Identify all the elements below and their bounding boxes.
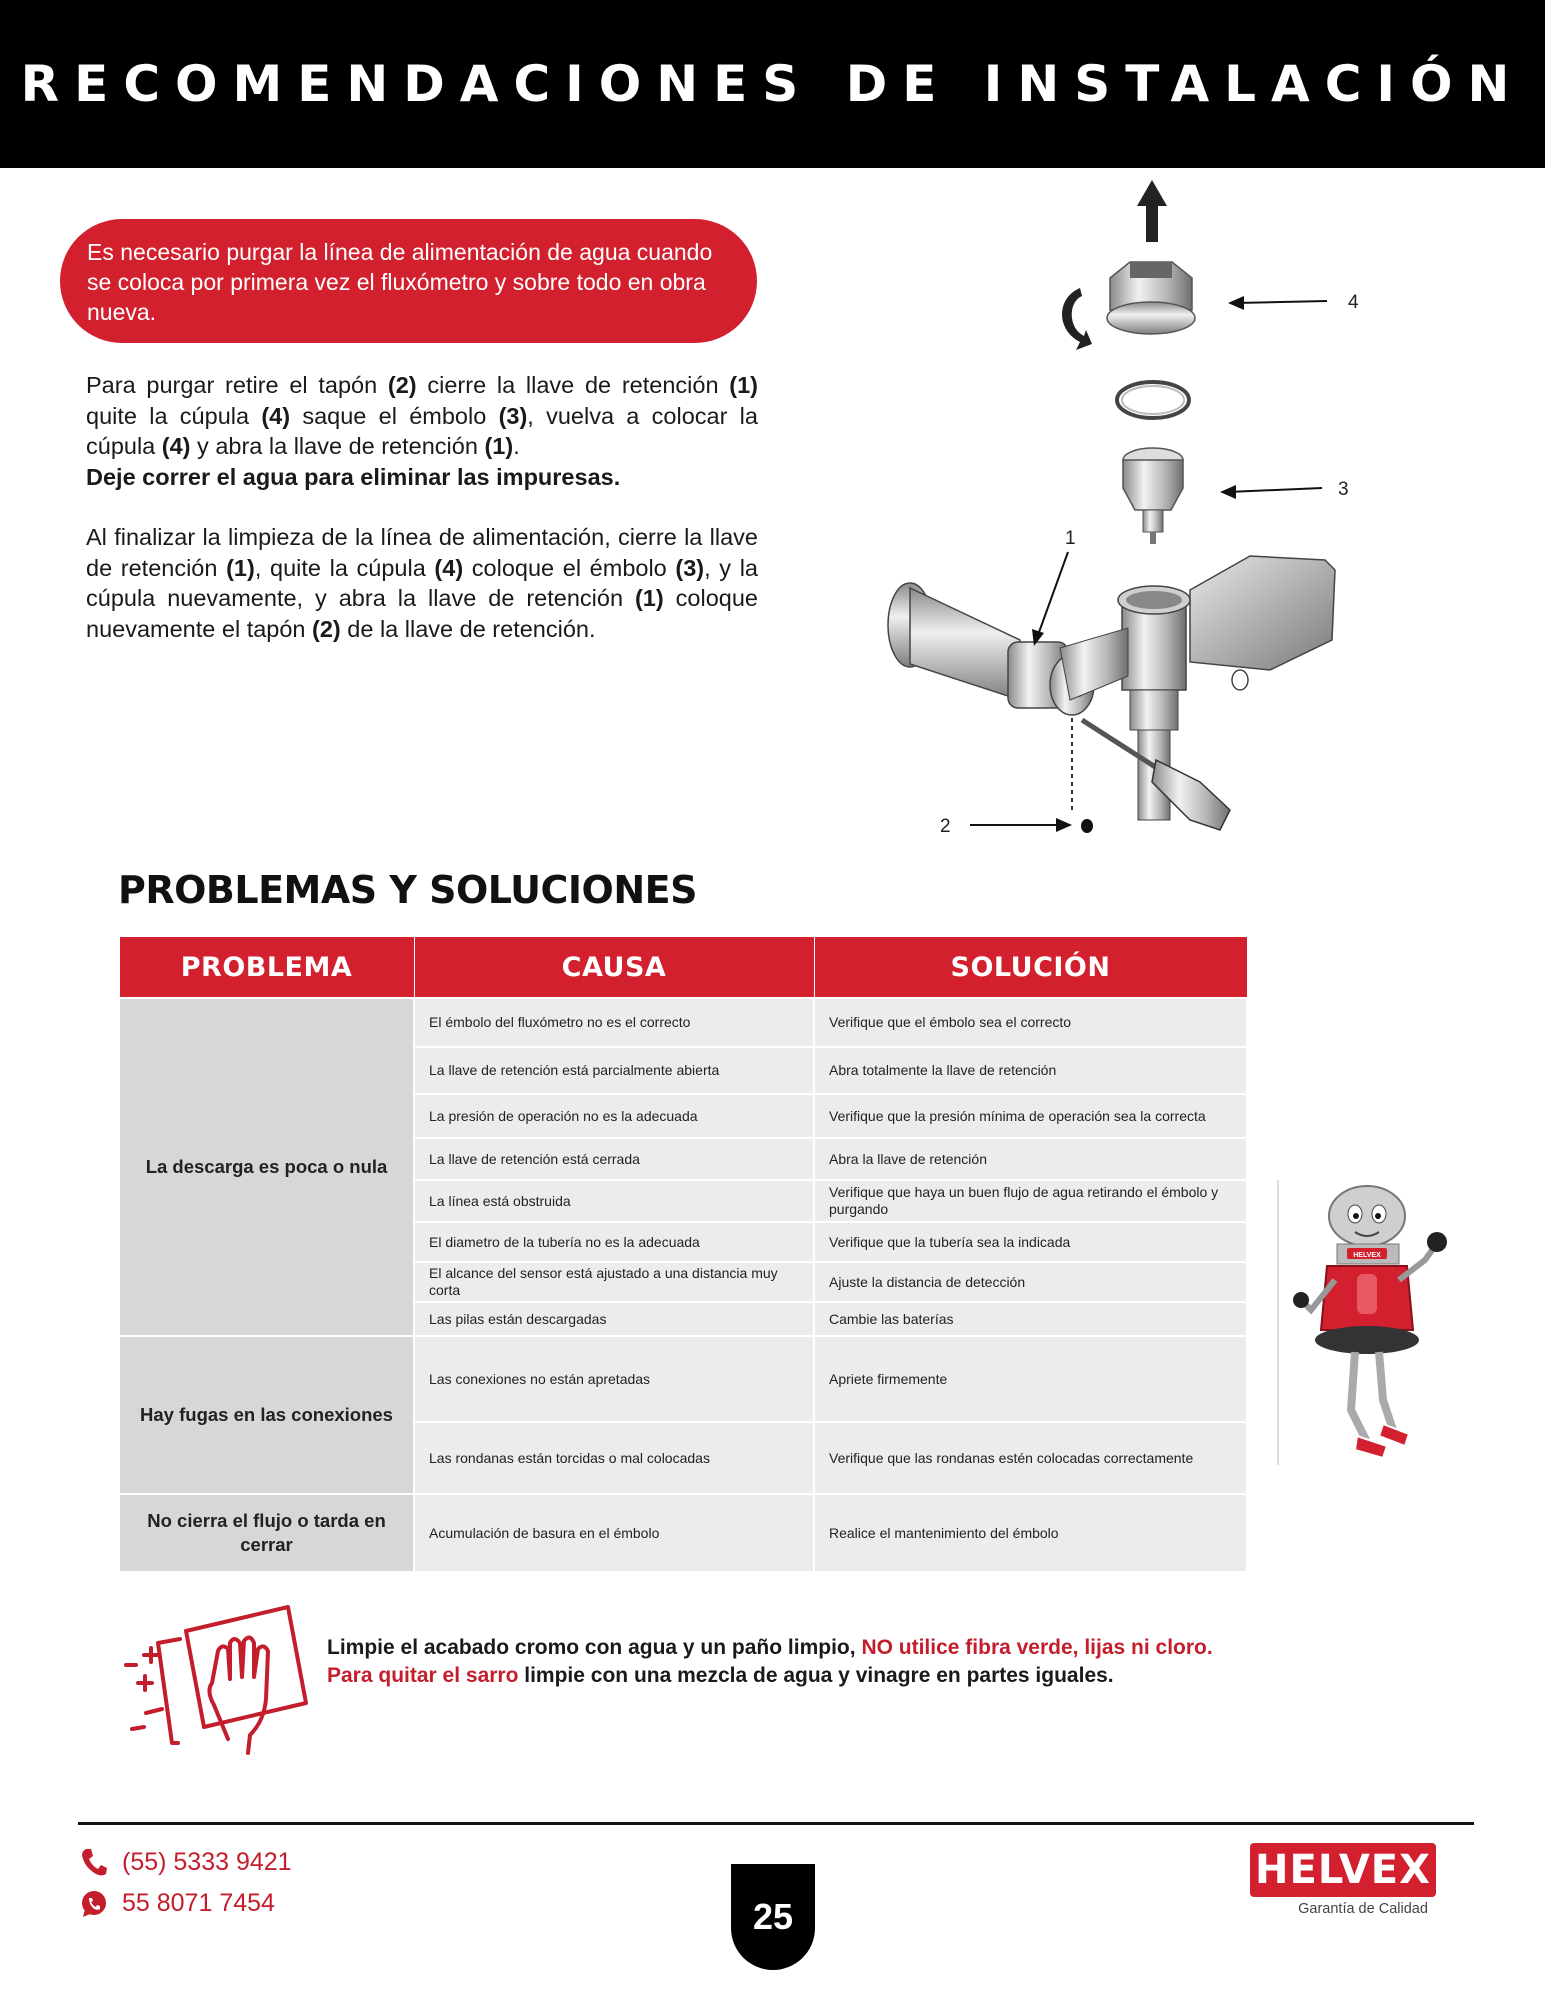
cause-cell: El diametro de la tubería no es la adecuada [414,1222,814,1262]
rotate-arrow-icon [1062,288,1092,350]
valve-mascot-illustration [1275,1180,1475,1470]
valve-exploded-diagram [860,170,1380,850]
page-title: RECOMENDACIONES DE INSTALACIÓN [20,55,1525,113]
logo-wordmark: HELVEX [1250,1843,1436,1897]
cause-cell: La llave de retención está cerrada [414,1138,814,1180]
cause-cell: Las pilas están descargadas [414,1302,814,1336]
solution-cell: Apriete firmemente [814,1336,1247,1422]
problem-cell: Hay fugas en las conexiones [119,1336,414,1494]
whatsapp-icon [80,1890,108,1918]
problems-solutions-table [118,936,1248,1573]
solution-cell: Realice el mantenimiento del émbolo [814,1494,1247,1572]
cause-cell: Las conexiones no están apretadas [414,1336,814,1422]
problem-cell: La descarga es poca o nula [119,998,414,1336]
callout-3: 3 [1338,479,1349,500]
solution-cell: Abra totalmente la llave de retención [814,1047,1247,1094]
cause-cell: La presión de operación no es la adecuada [414,1094,814,1138]
header-causa: CAUSA [414,937,814,999]
solution-cell: Verifique que las rondanas estén colocadas correctamente [814,1422,1247,1494]
cause-cell: El alcance del sensor está ajustado a una distancia muy corta [414,1262,814,1302]
page-number: 25 [731,1864,815,1970]
helvex-logo [1250,1843,1476,1933]
mascot-badge: HELVEX [1353,1252,1381,1259]
section-title: PROBLEMAS Y SOLUCIONES [118,868,697,912]
up-arrow-icon [1137,180,1167,242]
header-solucion: SOLUCIÓN [814,937,1247,999]
footer-divider [78,1822,1474,1825]
callout-2: 2 [940,816,951,837]
reassembly-instructions: Al finalizar la limpieza de la línea de alimentación, cierre la llave de retención (1), quite la cúpula (4) coloque el émbolo (3), y la cúpula nuevamente, y abra la llave de retención (1) coloque nuevamente el tapón (2) de la llave de retención. [86,524,758,642]
logo-tagline: Garantía de Calidad [1298,1901,1428,1917]
table-row [119,1494,1247,1572]
phone-contact[interactable] [80,1847,292,1877]
whatsapp-contact[interactable] [80,1889,275,1918]
cause-cell: Acumulación de basura en el émbolo [414,1494,814,1572]
cause-cell: La llave de retención está parcialmente abierta [414,1047,814,1094]
table-header-row [119,937,1247,999]
solution-cell: Verifique que el émbolo sea el correcto [814,998,1247,1047]
purge-emphasis: Deje correr el agua para eliminar las impuresas. [86,463,621,490]
cause-cell: El émbolo del fluxómetro no es el correcto [414,998,814,1047]
solution-cell: Verifique que la tubería sea la indicada [814,1222,1247,1262]
table-row [119,1336,1247,1422]
purge-notice: Es necesario purgar la línea de alimentación de agua cuando se coloca por primera vez el fluxómetro y sobre todo en obra nueva. [60,219,757,343]
solution-cell: Ajuste la distancia de detección [814,1262,1247,1302]
solution-cell: Abra la llave de retención [814,1138,1247,1180]
cause-cell: La línea está obstruida [414,1180,814,1222]
phone-number: (55) 5333 9421 [122,1847,292,1876]
purge-instructions: Para purgar retire el tapón (2) cierre la llave de retención (1) quite la cúpula (4) saque el émbolo (3), vuelva a colocar la cúpula (4) y abra la llave de retención (1). Deje correr el agua para eliminar las impuresas. [86,372,758,490]
callout-4: 4 [1348,292,1359,313]
page-header [0,0,1545,168]
whatsapp-number: 55 8071 7454 [122,1889,275,1917]
cause-cell: Las rondanas están torcidas o mal colocadas [414,1422,814,1494]
solution-cell: Verifique que la presión mínima de operación sea la correcta [814,1094,1247,1138]
phone-icon [80,1847,108,1877]
cleaning-cloth-icon [118,1603,318,1763]
solution-cell: Verifique que haya un buen flujo de agua retirando el émbolo y purgando [814,1180,1247,1222]
callout-1: 1 [1065,528,1076,549]
table-row [119,998,1247,1047]
solution-cell: Cambie las baterías [814,1302,1247,1336]
header-problema: PROBLEMA [119,937,414,999]
cleaning-instructions: Limpie el acabado cromo con agua y un paño limpio, NO utilice fibra verde, lijas ni cloro. Para quitar el sarro limpie con una mezcla de agua y vinagre en partes iguales. [327,1636,1213,1687]
problem-cell: No cierra el flujo o tarda en cerrar [119,1494,414,1572]
